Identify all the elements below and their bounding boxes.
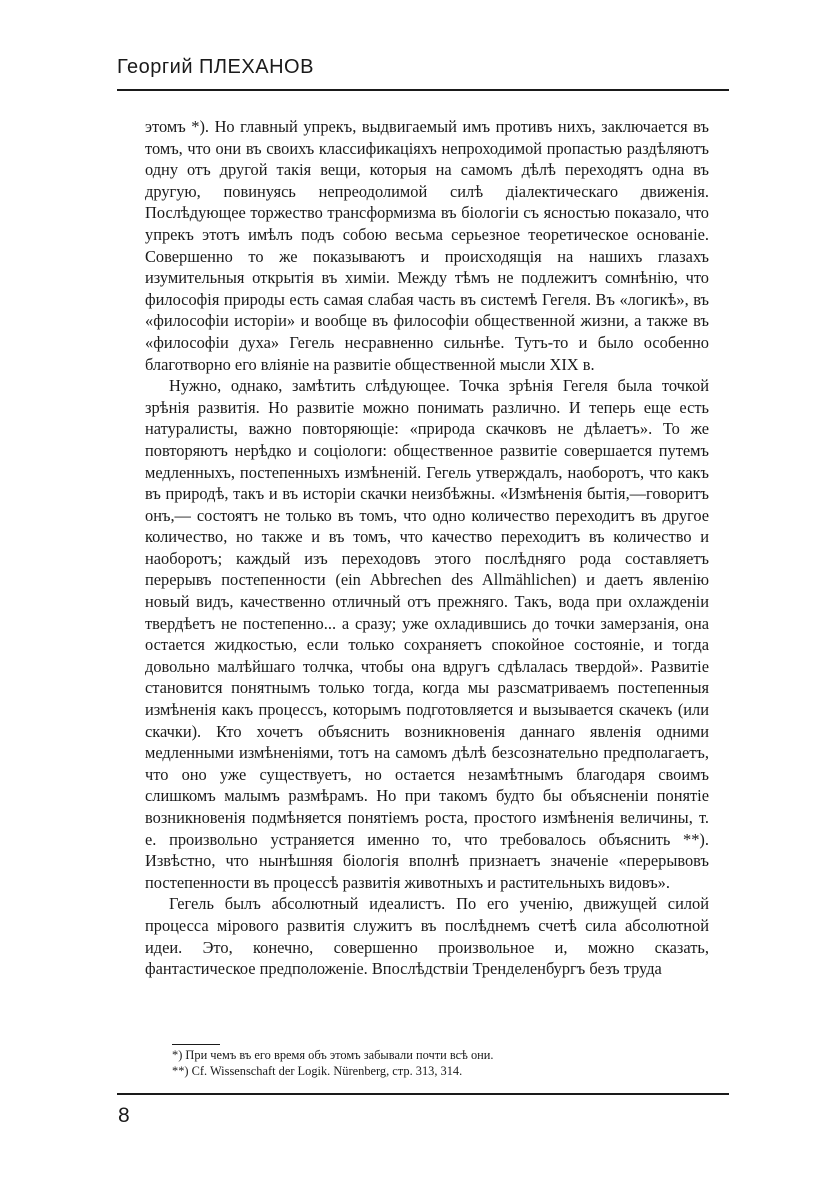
running-head-title: Георгий ПЛЕХАНОВ bbox=[117, 56, 314, 78]
footnote-2: **) Cf. Wissenschaft der Logik. Nürenberg, стр. 313, 314. bbox=[172, 1063, 463, 1078]
footnote-separator bbox=[172, 1044, 220, 1045]
main-text bbox=[145, 116, 709, 980]
header-rule bbox=[117, 89, 729, 91]
footnote-1: *) При чемъ въ его время объ этомъ забывали почти всѣ они. bbox=[172, 1048, 494, 1062]
page-number: 8 bbox=[118, 1104, 130, 1127]
paragraph-1: этомъ *). Но главный упрекъ, выдвигаемый имъ противъ нихъ, заключается въ томъ, что они въ своихъ классификацiяхъ непроходимой пропастью раздѣляютъ одну отъ другой такiя вещи, которыя на самомъ дѣлѣ переходятъ одна въ другую, повинуясь непреодолимой силѣ дiалектическаго движенiя. Послѣдующее торжество трансформизма въ бiологiи съ ясностью показало, что упрекъ этотъ имѣлъ подъ собою весьма серьезное теоретическое основанiе. Совершенно то же показываютъ и происходящiя на нашихъ глазахъ изумительныя открытiя въ химiи. Между тѣмъ не подлежитъ сомнѣнiю, что философiя природы есть самая слабая часть въ системѣ Гегеля. Въ «логикѣ», въ «философiи исторiи» и вообще въ философiи общественной жизни, а также въ «философiи духа» Гегель несравненно сильнѣе. Тутъ-то и было особенно благотворно его влiянiе на развитiе общественной мысли XIX в. bbox=[145, 117, 709, 374]
footer-rule bbox=[117, 1093, 729, 1095]
paragraph-3: Гегель былъ абсолютный идеалистъ. По его ученiю, движущей силой процесса мiрового развитiя служитъ въ послѣднемъ счетѣ сила абсолютной идеи. Это, конечно, совершенно произвольное и, можно сказать, фантастическое предположенiе. Впослѣдствiи Тренделенбургъ безъ труда bbox=[145, 894, 709, 979]
paragraph-2: Нужно, однако, замѣтить слѣдующее. Точка зрѣнiя Гегеля была точкой зрѣнiя развитiя. Но развитiе можно понимать различно. И теперь еще есть натуралисты, важно повторяющiе: «природа скачковъ не дѣлаетъ». То же повторяютъ нерѣдко и соцiологи: общественное развитiе совершается путемъ медленныхъ, постепенныхъ измѣненiй. Гегель утверждалъ, наоборотъ, что какъ въ природѣ, такъ и въ исторiи скачки неизбѣжны. «Измѣненiя бытiя,—говоритъ онъ,— состоятъ не только въ томъ, что одно количество переходитъ въ другое количество, но также и въ томъ, что качество переходитъ въ количество и наоборотъ; каждый изъ переходовъ этого послѣдняго рода составляетъ перерывъ постепенности (ein Abbrechen des Allmählichen) и даетъ явленiю новый видъ, качественно отличный отъ прежняго. Такъ, вода при охлажденiи твердѣетъ не постепенно... а сразу; уже охладившись до точки замерзанiя, она остается жидкостью, если только сохраняетъ спокойное состоянiе, и тогда довольно малѣйшаго толчка, чтобы она вдругъ сдѣлалась твердой». Развитiе становится понятнымъ только тогда, когда мы разсматриваемъ постепенныя измѣненiя какъ процессъ, которымъ подготовляется и вызывается скачекъ (или скачки). Кто хочетъ объяснить возникновенiя даннаго явленiя одними медленными измѣненiями, тотъ на самомъ дѣлѣ безсознательно предполагаетъ, что оно уже существуетъ, но остается незамѣтнымъ благодаря своимъ слишкомъ малымъ размѣрамъ. Но при такомъ будто бы объясненiи понятiе возникновенiя подмѣняется понятiемъ роста, простого измѣненiя величины, т. е. произвольно устраняется именно то, что требовалось объяснить **). Извѣстно, что нынѣшняя бiологiя вполнѣ признаетъ значенiе «перерывовъ постепенности въ процессѣ развитiя животныхъ и растительныхъ видовъ». bbox=[145, 376, 709, 892]
footnotes bbox=[172, 1048, 692, 1079]
